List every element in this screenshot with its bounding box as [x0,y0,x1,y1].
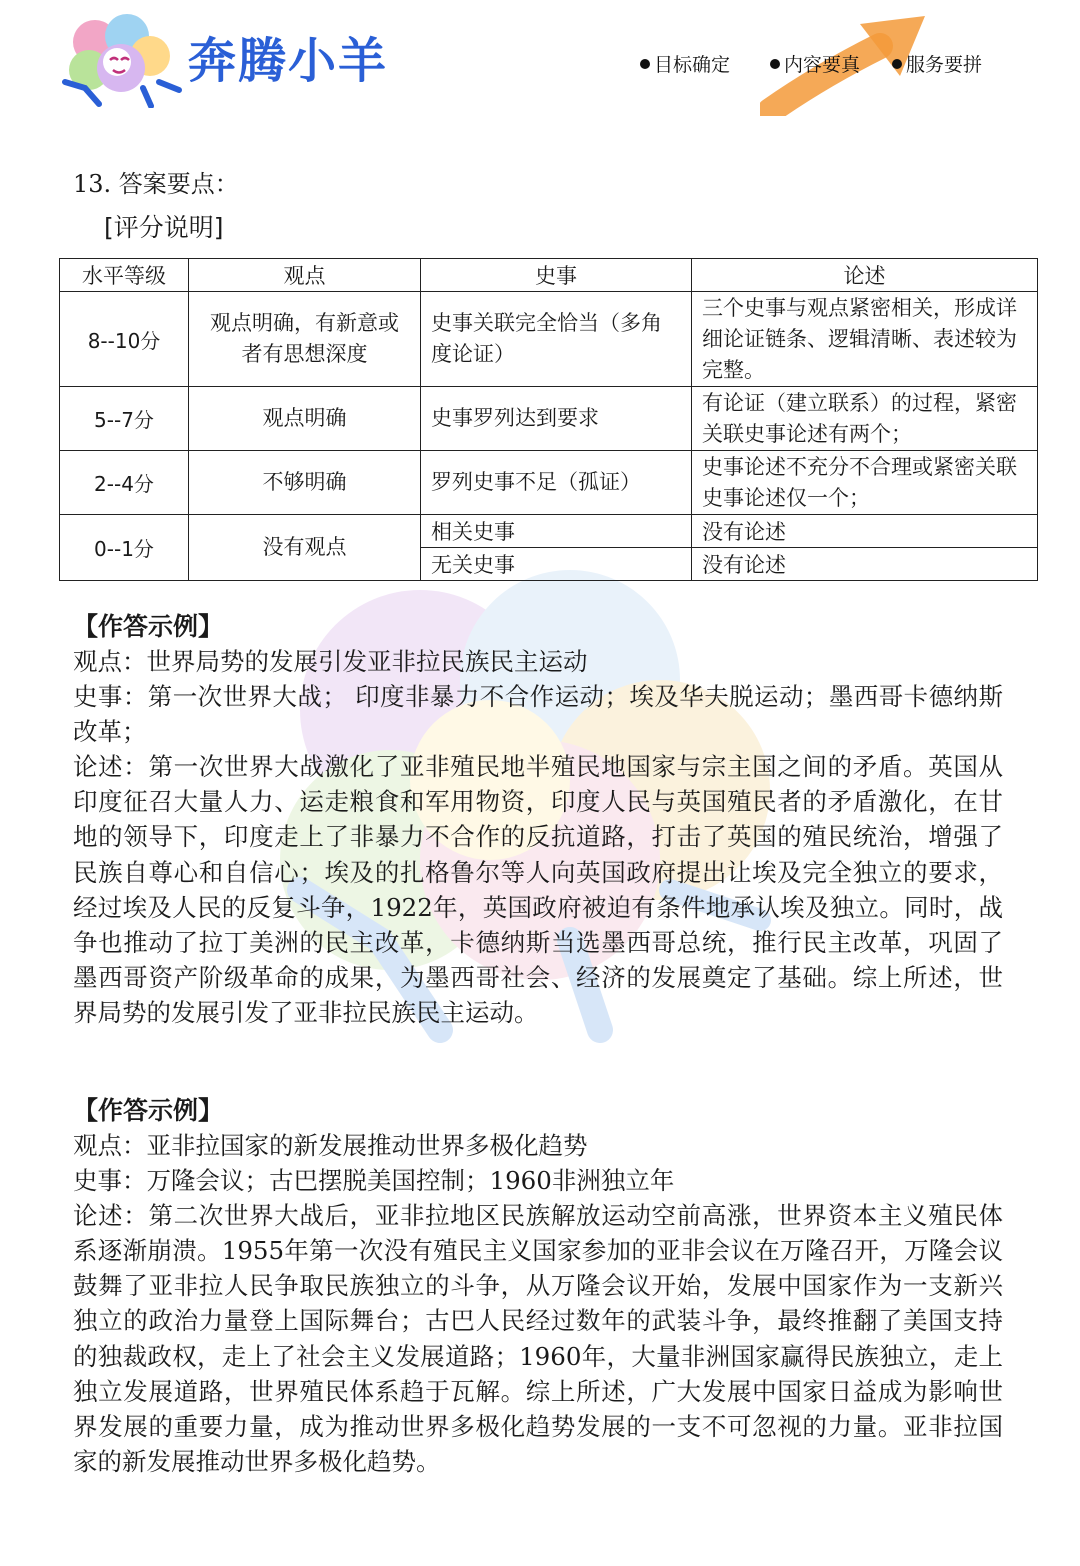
bullet-icon [640,59,650,69]
example-heading: 【作答示例】 [73,1096,224,1125]
column-header: 观点 [189,259,421,292]
scoring-subtitle: [评分说明] [104,213,224,242]
level-cell: 8--10分 [60,292,189,387]
nav-item-service [892,50,982,77]
column-header: 史事 [421,259,692,292]
argument-cell: 史事论述不充分不合理或紧密关联史事论述仅一个； [692,451,1038,515]
bullet-icon [892,59,902,69]
brand-logo-text: 奔腾小羊 [188,33,389,89]
example-argument: 论述：第一次世界大战激化了亚非殖民地半殖民地国家与宗主国之间的矛盾。英国从印度征召大量人力、运走粮食和军用物资，印度人民与英国殖民者的矛盾激化，在甘地的领导下，印度走上了非暴力不合作的反抗道路，打击了英国的殖民统治，增强了民族自尊心和自信心；埃及的扎格鲁尔等人向英国政府提出让埃及完全独立的要求，经过埃及人民的反复斗争，1922年，英国政府被迫有条件地承认埃及独立。同时，战争也推动了拉丁美洲的民主改革，卡德纳斯当选墨西哥总统，推行民主改革，巩固了墨西哥资产阶级革命的成果，为墨西哥社会、经济的发展奠定了基础。综上所述，世界局势的发展引发了亚非拉民族民主运动。 [73,752,1003,1027]
nav-item-goal [640,50,730,77]
fact-cell: 无关史事 [421,548,692,581]
argument-cell: 没有论述 [692,548,1038,581]
column-header: 论述 [692,259,1038,292]
question-title: 13. 答案要点： [73,170,239,198]
argument-cell: 没有论述 [692,515,1038,548]
page-header [0,0,1080,120]
view-cell: 没有观点 [189,515,421,581]
argument-cell: 三个史事与观点紧密相关，形成详细论证链条、逻辑清晰、表述较为完整。 [692,292,1038,387]
view-cell: 不够明确 [189,451,421,515]
sheep-logo-icon [55,12,185,108]
example-facts: 史事：第一次世界大战； 印度非暴力不合作运动；埃及华夫脱运动；墨西哥卡德纳斯改革； [73,682,1003,747]
example-view: 观点：世界局势的发展引发亚非拉民族民主运动 [73,647,588,676]
argument-cell: 有论证（建立联系）的过程，紧密关联史事论述有两个； [692,387,1038,451]
example-facts: 史事：万隆会议；古巴摆脱美国控制；1960非洲独立年 [73,1166,675,1196]
fact-cell: 罗列史事不足（孤证） [421,451,692,515]
nav-label: 服务要拼 [906,54,983,76]
level-cell: 5--7分 [60,387,189,451]
view-cell: 观点明确 [189,387,421,451]
fact-cell: 史事关联完全恰当（多角度论证） [421,292,692,387]
fact-cell: 相关史事 [421,515,692,548]
answer-example-1 [73,609,1003,1030]
nav-label: 目标确定 [654,54,731,76]
answer-example-2 [73,1093,1003,1479]
fact-cell: 史事罗列达到要求 [421,387,692,451]
example-argument: 论述：第二次世界大战后，亚非拉地区民族解放运动空前高涨，世界资本主义殖民体系逐渐崩溃。1955年第一次没有殖民主义国家参加的亚非会议在万隆召开，万隆会议鼓舞了亚非拉人民争取民族独立的斗争，从万隆会议开始，发展中国家作为一支新兴独立的政治力量登上国际舞台；古巴人民经过数年的武装斗争，最终推翻了美国支持的独裁政权，走上了社会主义发展道路；1960年，大量非洲国家赢得民族独立，走上独立发展道路，世界殖民体系趋于瓦解。综上所述，广大发展中国家日益成为影响世界发展的重要力量，成为推动世界多极化趋势发展的一支不可忽视的力量。亚非拉国家的新发展推动世界多极化趋势。 [73,1201,1003,1476]
nav-label: 内容要真 [784,54,861,76]
column-header: 水平等级 [60,259,189,292]
table-header-row [60,259,1038,292]
table-row [60,292,1038,387]
example-view: 观点：亚非拉国家的新发展推动世界多极化趋势 [73,1131,588,1160]
scoring-table [59,258,1038,581]
bullet-icon [770,59,780,69]
table-row [60,451,1038,515]
example-heading: 【作答示例】 [73,612,224,641]
table-row [60,515,1038,548]
nav-item-content [770,50,860,77]
level-cell: 0--1分 [60,515,189,581]
table-row [60,387,1038,451]
level-cell: 2--4分 [60,451,189,515]
view-cell: 观点明确，有新意或者有思想深度 [189,292,421,387]
